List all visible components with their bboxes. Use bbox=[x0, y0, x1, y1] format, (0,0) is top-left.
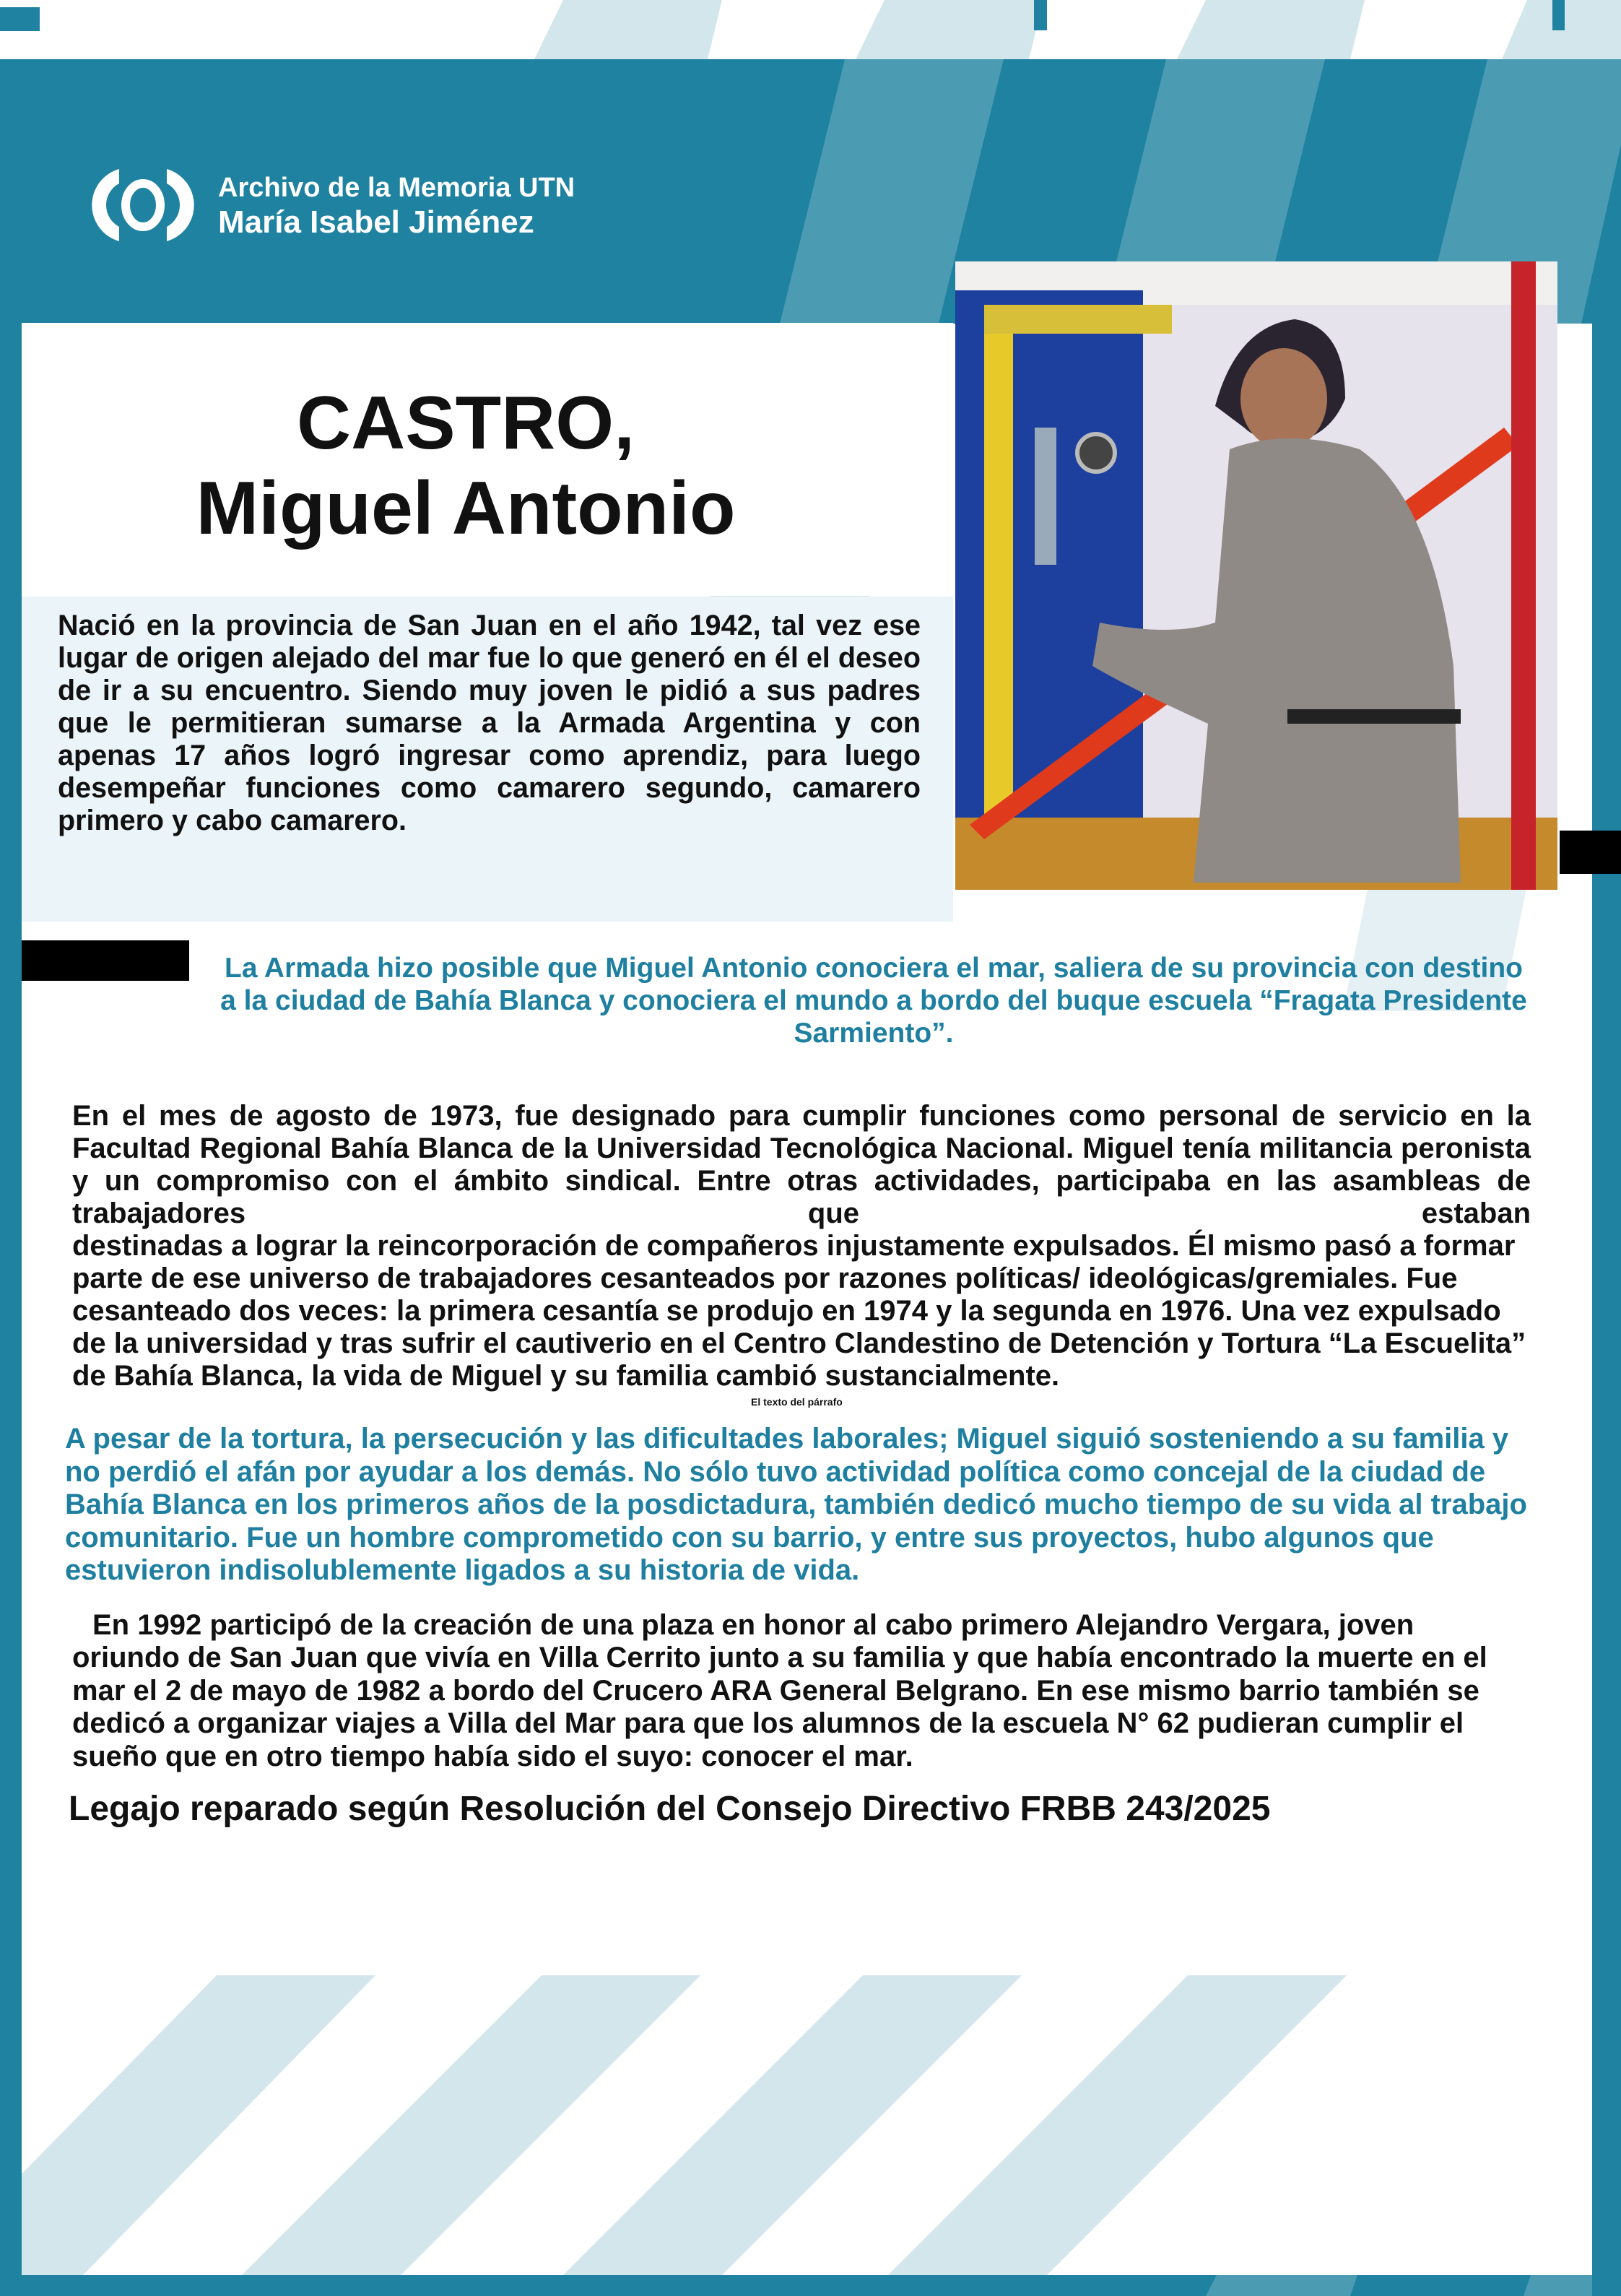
highlight-quote: La Armada hizo posible que Miguel Antonio conociera el mar, saliera de su provincia con destino a la ciudad de Bahía Blanca y conociera el mundo a bordo del buque escuela “Fragata Presidente Sarmiento”. bbox=[220, 953, 1527, 1049]
bio-box bbox=[22, 597, 953, 922]
page-title bbox=[22, 381, 910, 551]
org-name-line1: Archivo de la Memoria UTN bbox=[218, 173, 575, 203]
org-name-line2: María Isabel Jiménez bbox=[218, 204, 534, 240]
bio-text: Nació en la provincia de San Juan en el año 1942, tal vez ese lugar de origen alejado del mar fue lo que generó en él el deseo de ir a su encuentro. Siendo muy joven le pidió a sus padres que le permitieran sumarse a la Armada Argentina y con apenas 17 años logró ingresar como aprendiz, para luego desempeñar funciones como camarero segundo, camarero primero y cabo camarero. bbox=[58, 610, 921, 836]
title-surname: CASTRO, bbox=[297, 381, 635, 465]
paragraph-service-justified: En el mes de agosto de 1973, fue designado para cumplir funciones como personal de servicio en la Facultad Regional Bahía Blanca de la Universidad Tecnológica Nacional. Miguel tenía militancia peronista y un compromiso con el ámbito sindical. Entre otras actividades, participaba en las asambleas de trabajadores que estaban bbox=[72, 1100, 1531, 1229]
paragraph-service-rest: destinadas a lograr la reincorporación de compañeros injustamente expulsados. Él mismo pasó a formar parte de ese universo de trabajadores cesanteados por razones políticas/ ideológicas/gremiales. Fue cesanteado dos veces: la primera cesantía se produjo en 1974 y la segunda en 1976. Una vez expulsado de la universidad y tras sufrir el cautiverio en el Centro Clandestino de Detención y Tortura “La Escuelita” de Bahía Blanca, la vida de Miguel y su familia cambió sustancialmente. bbox=[72, 1230, 1526, 1392]
footer-resolution: Legajo reparado según Resolución del Consejo Directivo FRBB 243/2025 bbox=[69, 1790, 1271, 1828]
name-box bbox=[22, 323, 953, 596]
header-logo bbox=[87, 166, 575, 244]
portrait-photo bbox=[955, 261, 1557, 890]
paragraph-community: A pesar de la tortura, la persecución y las dificultades laborales; Miguel siguió sosteniendo a su familia y no perdió el afán por ayudar a los demás. No sólo tuvo actividad política como concejal de la ciudad de Bahía Blanca en los primeros años de la posdictadura, también dedicó mucho tiempo de su vida al trabajo comunitario. Fue un hombre comprometido con su barrio, y entre sus proyectos, hubo algunos que estuvieron indisolublemente ligados a su historia de vida. bbox=[65, 1423, 1527, 1586]
paragraph-service bbox=[72, 1100, 1531, 1392]
placeholder-overlay: El texto del párrafo bbox=[751, 1396, 843, 1408]
paragraph-plaza: En 1992 participó de la creación de una plaza en honor al cabo primero Alejandro Vergara, joven oriundo de San Juan que vivía en Villa Cerrito junto a su familia y que había encontrado la muerte en el mar el 2 de mayo de 1982 a bordo del Crucero ARA General Belgrano. En ese mismo barrio también se dedicó a organizar viajes a Villa del Mar para que los alumnos de la escuela N° 62 pudieran cumplir el sueño que en otro tiempo había sido el suyo: conocer el mar. bbox=[72, 1608, 1487, 1772]
memoria-logo-icon bbox=[87, 166, 199, 244]
main-text-column bbox=[0, 952, 1621, 1831]
title-given-names: Miguel Antonio bbox=[196, 467, 736, 550]
